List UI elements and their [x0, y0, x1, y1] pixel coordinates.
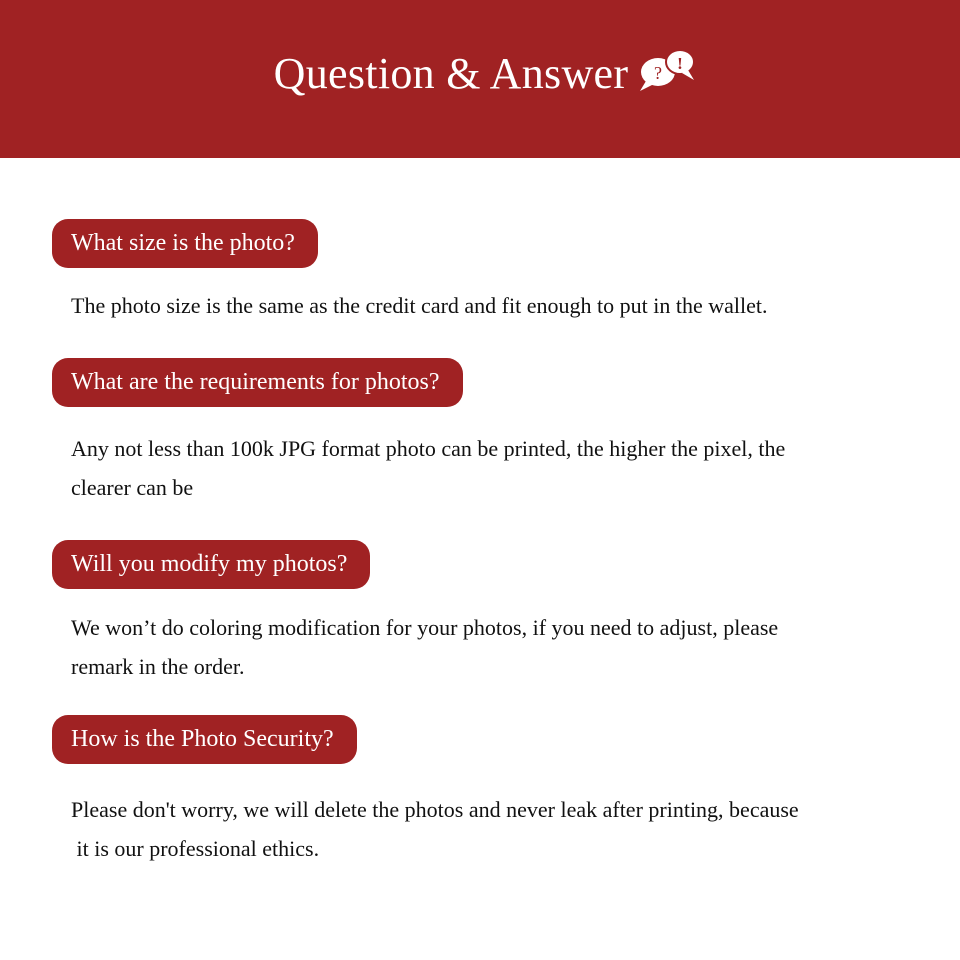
- answer-text: [52, 429, 891, 507]
- speech-bubbles-icon: [638, 48, 696, 92]
- page-title: Question & Answer: [273, 48, 629, 98]
- question-badge: Will you modify my photos?: [52, 540, 370, 589]
- answer-text: [52, 608, 891, 686]
- header-banner: [0, 0, 960, 158]
- answer-line: it is our professional ethics.: [71, 836, 320, 861]
- question-badge: What size is the photo?: [52, 219, 318, 268]
- answer-line: Please don't worry, we will delete the photos and never leak after printing, because: [71, 797, 799, 822]
- qa-item: [52, 358, 891, 507]
- qa-item: [52, 219, 891, 325]
- answer-line: The photo size is the same as the credit card and fit enough to put in the wallet.: [71, 293, 768, 318]
- answer-text: [52, 286, 891, 325]
- qa-item: [52, 715, 891, 868]
- answer-line: Any not less than 100k JPG format photo can be printed, the higher the pixel, the: [71, 436, 786, 461]
- question-badge: What are the requirements for photos?: [52, 358, 463, 407]
- svg-text:!: !: [677, 54, 684, 73]
- header-content: [274, 48, 697, 99]
- question-badge: How is the Photo Security?: [52, 715, 357, 764]
- answer-line: clearer can be: [71, 475, 194, 500]
- qa-item: [52, 540, 891, 686]
- answer-line: remark in the order.: [71, 654, 245, 679]
- answer-line: We won’t do coloring modification for your photos, if you need to adjust, please: [71, 615, 779, 640]
- svg-text:?: ?: [654, 63, 663, 83]
- answer-text: [52, 790, 891, 868]
